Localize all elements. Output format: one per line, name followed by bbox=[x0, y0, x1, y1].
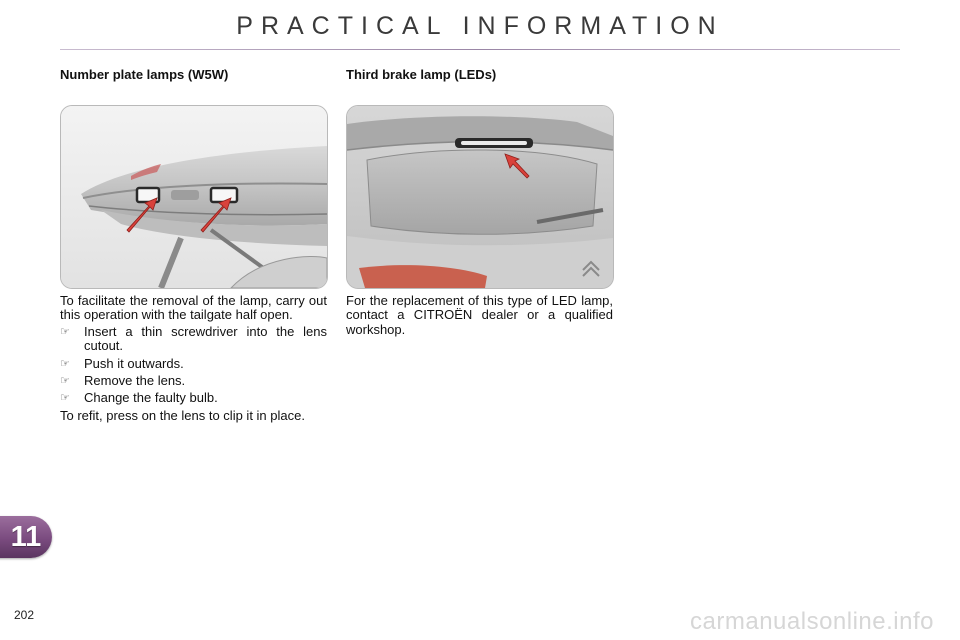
list-item bbox=[60, 357, 327, 371]
chapter-tab bbox=[0, 516, 52, 558]
step-text: Change the faulty bulb. bbox=[84, 390, 218, 406]
pointing-hand-icon: ☞ bbox=[60, 325, 70, 338]
pointing-hand-icon: ☞ bbox=[60, 392, 70, 405]
left-text-column bbox=[60, 294, 327, 425]
number-plate-lamps-illustration bbox=[60, 105, 328, 289]
intro-paragraph: To facilitate the removal of the lamp, carry out this operation with the tailgate half open. bbox=[60, 293, 327, 323]
section-heading-third-brake-lamp: Third brake lamp (LEDs) bbox=[346, 67, 497, 82]
step-text: Push it outwards. bbox=[84, 355, 184, 371]
list-item bbox=[60, 325, 327, 354]
step-text: Remove the lens. bbox=[84, 373, 186, 389]
section-heading-number-plate-lamps: Number plate lamps (W5W) bbox=[60, 67, 229, 82]
chapter-number: 11 bbox=[10, 521, 42, 553]
page-title: PRACTICAL INFORMATION bbox=[236, 12, 724, 40]
refit-paragraph: To refit, press on the lens to clip it in place. bbox=[60, 407, 305, 423]
title-divider bbox=[60, 49, 900, 50]
page-number: 202 bbox=[14, 608, 35, 622]
list-item bbox=[60, 391, 327, 405]
list-item bbox=[60, 374, 327, 388]
third-brake-lamp-illustration bbox=[346, 105, 614, 289]
watermark: carmanualsonline.info bbox=[690, 608, 934, 635]
pointing-hand-icon: ☞ bbox=[60, 357, 70, 370]
right-text-column bbox=[346, 294, 613, 339]
step-text: Insert a thin screwdriver into the lens cutout. bbox=[84, 323, 327, 354]
pointing-hand-icon: ☞ bbox=[60, 375, 70, 388]
instruction-list bbox=[60, 325, 327, 406]
brake-lamp-paragraph: For the replacement of this type of LED lamp, contact a CITROËN dealer or a qualified workshop. bbox=[346, 293, 613, 337]
